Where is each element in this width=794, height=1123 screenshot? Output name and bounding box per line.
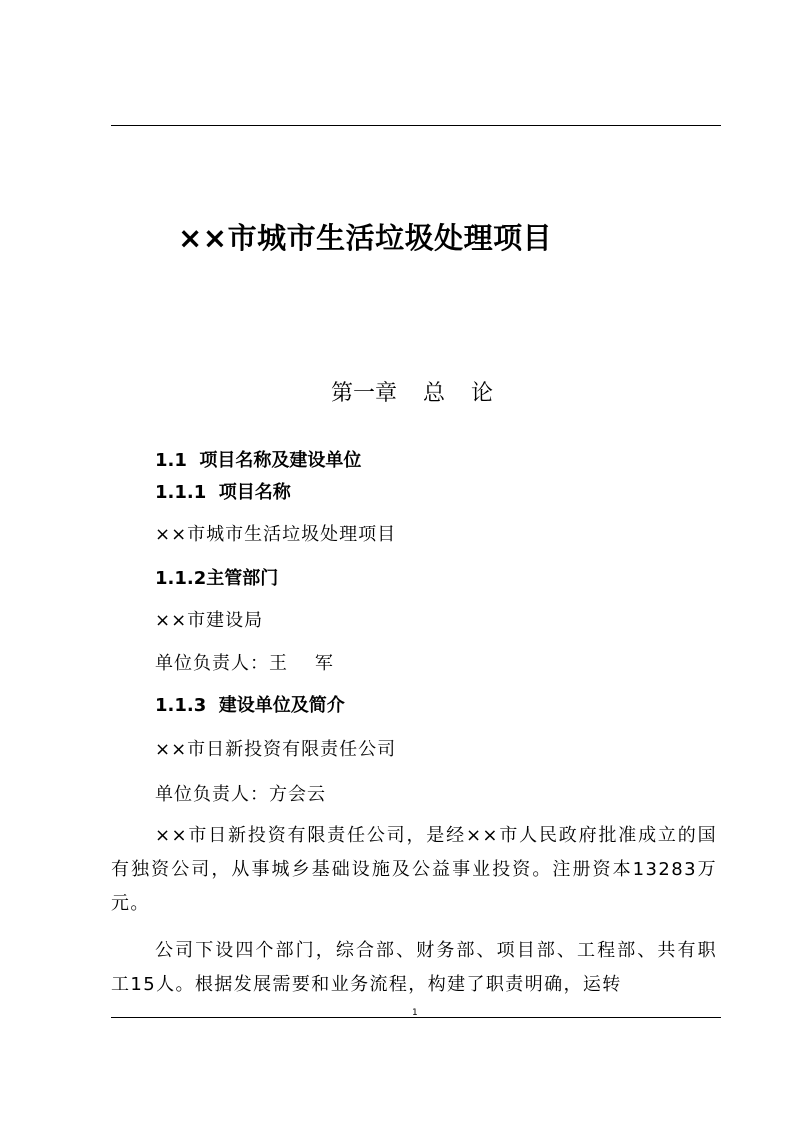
chapter-heading <box>331 376 493 407</box>
header-rule <box>111 125 721 126</box>
company-intro-paragraph: ××市日新投资有限责任公司，是经××市人民政府批准成立的国有独资公司，从事城乡基础设施及公益事业投资。注册资本13283万元。 <box>111 825 717 914</box>
document-title: ××市城市生活垃圾处理项目 <box>178 221 553 255</box>
section-heading-1-1-3: 1.1.3 建设单位及简介 <box>155 695 345 716</box>
section-heading-1-1-1: 1.1.1 项目名称 <box>155 482 291 503</box>
chapter-title-char-2: 论 <box>471 381 494 406</box>
footer-rule <box>111 1017 721 1018</box>
project-name-text: ××市城市生活垃圾处理项目 <box>155 524 397 545</box>
chapter-number: 第一章 <box>331 381 398 406</box>
section-heading-1-1: 1.1 项目名称及建设单位 <box>155 450 362 471</box>
builder-person-text: 单位负责人：方会云 <box>155 784 326 805</box>
authority-name-text: ××市建设局 <box>155 610 264 631</box>
chapter-title-char-1: 总 <box>423 381 446 406</box>
company-structure-paragraph: 公司下设四个部门，综合部、财务部、项目部、工程部、共有职工15人。根据发展需要和业务流程，构建了职责明确，运转 <box>111 940 717 995</box>
authority-person-text: 单位负责人：王 军 <box>155 653 334 674</box>
section-heading-1-1-2: 1.1.2主管部门 <box>155 568 279 589</box>
builder-name-text: ××市日新投资有限责任公司 <box>155 739 397 760</box>
page-number: 1 <box>412 1008 418 1018</box>
